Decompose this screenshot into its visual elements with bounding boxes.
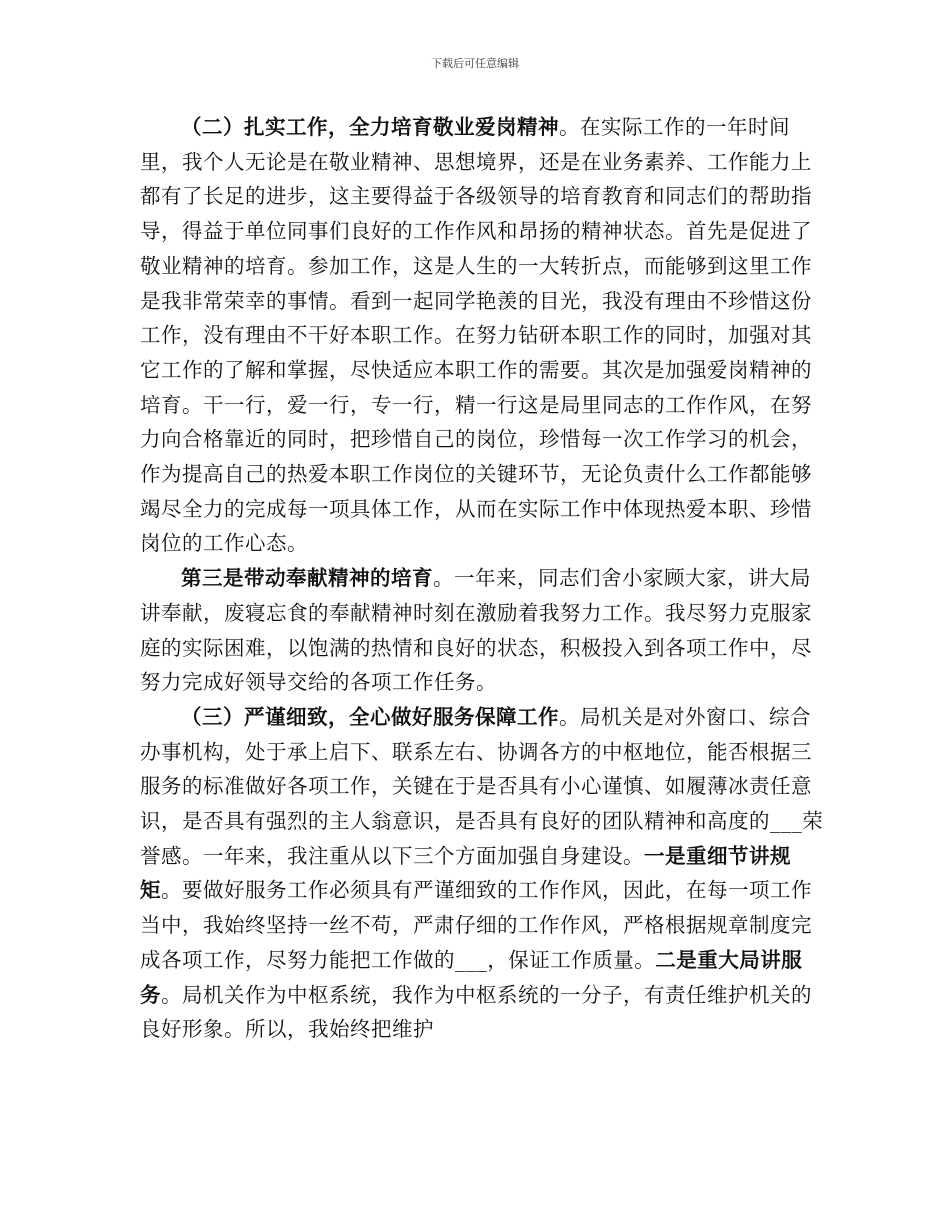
paragraph-text: 。在实际工作的一年时间里，我个人无论是在敬业精神、思想境界，还是在业务素养、工作能力上都有了长足的进步，这主要得益于各级领导的培育教育和同志们的帮助指导，得益于单位同事们良好的工作作风和昂扬的精神状态。首先是促进了敬业精神的培育。参加工作，这是人生的一大转折点，而能够到这里工作是我非常荣幸的事情。看到一起同学艳羡的目光，我没有理由不珍惜这份工作，没有理由不干好本职工作。在努力钻研本职工作的同时，加强对其它工作的了解和掌握，尽快适应本职工作的需要。其次是加强爱岗精神的培育。干一行，爱一行，专一行，精一行这是局里同志的工作作风，在努力向合格靠近的同时，把珍惜自己的岗位，珍惜每一次工作学习的机会，作为提高自己的热爱本职工作岗位的关键环节，无论负责什么工作都能够竭尽全力的完成每一项具体工作，从而在实际工作中体现热爱本职、珍惜岗位的工作心态。 <box>140 115 812 556</box>
paragraph-text: 。局机关作为中枢系统，我作为中枢系统的一分子，有责任维护机关的良好形象。所以，我始终把维护 <box>140 982 812 1042</box>
document-body <box>140 110 830 1047</box>
page-header: 下载后可任意编辑 <box>431 57 519 70</box>
paragraph-text: 。要做好服务工作必须具有严谨细致的工作作风，因此，在每一项工作当中，我始终坚持一丝不苟，严肃仔细的工作作风，严格根据规章制度完成各项工作，尽努力能把工作做的___，保证工作质量。 <box>140 878 812 972</box>
paragraph-section-two <box>140 110 830 561</box>
paragraph-heading: （二）扎实工作，全力培育敬业爱岗精神 <box>181 115 559 139</box>
paragraph-text: 。局机关是对外窗口、综合办事机构，处于承上启下、联系左右、协调各方的中枢地位，能否根据三服务的标准做好各项工作，关键在于是否具有小心谨慎、如履薄冰责任意识，是否具有强烈的主人翁意识，是否具有良好的团队精神和高度的___荣誉感。一年来，我注重从以下三个方面加强自身建设。 <box>140 704 824 868</box>
paragraph-subheading-two: 二是重大局讲服务 <box>140 947 803 1007</box>
paragraph-heading: （三）严谨细致，全心做好服务保障工作 <box>181 704 559 729</box>
paragraph-subheading-one: 一是重细节讲规矩 <box>140 843 791 903</box>
paragraph-third-point <box>140 561 830 700</box>
paragraph-heading: 第三是带动奉献精神的培育 <box>181 566 433 591</box>
paragraph-section-three <box>140 700 830 1047</box>
paragraph-text: 。一年来，同志们舍小家顾大家，讲大局讲奉献，废寝忘食的奉献精神时刻在激励着我努力工作。我尽努力克服家庭的实际困难，以饱满的热情和良好的状态，积极投入到各项工作中，尽努力完成好领导交给的各项工作任务。 <box>140 566 812 695</box>
